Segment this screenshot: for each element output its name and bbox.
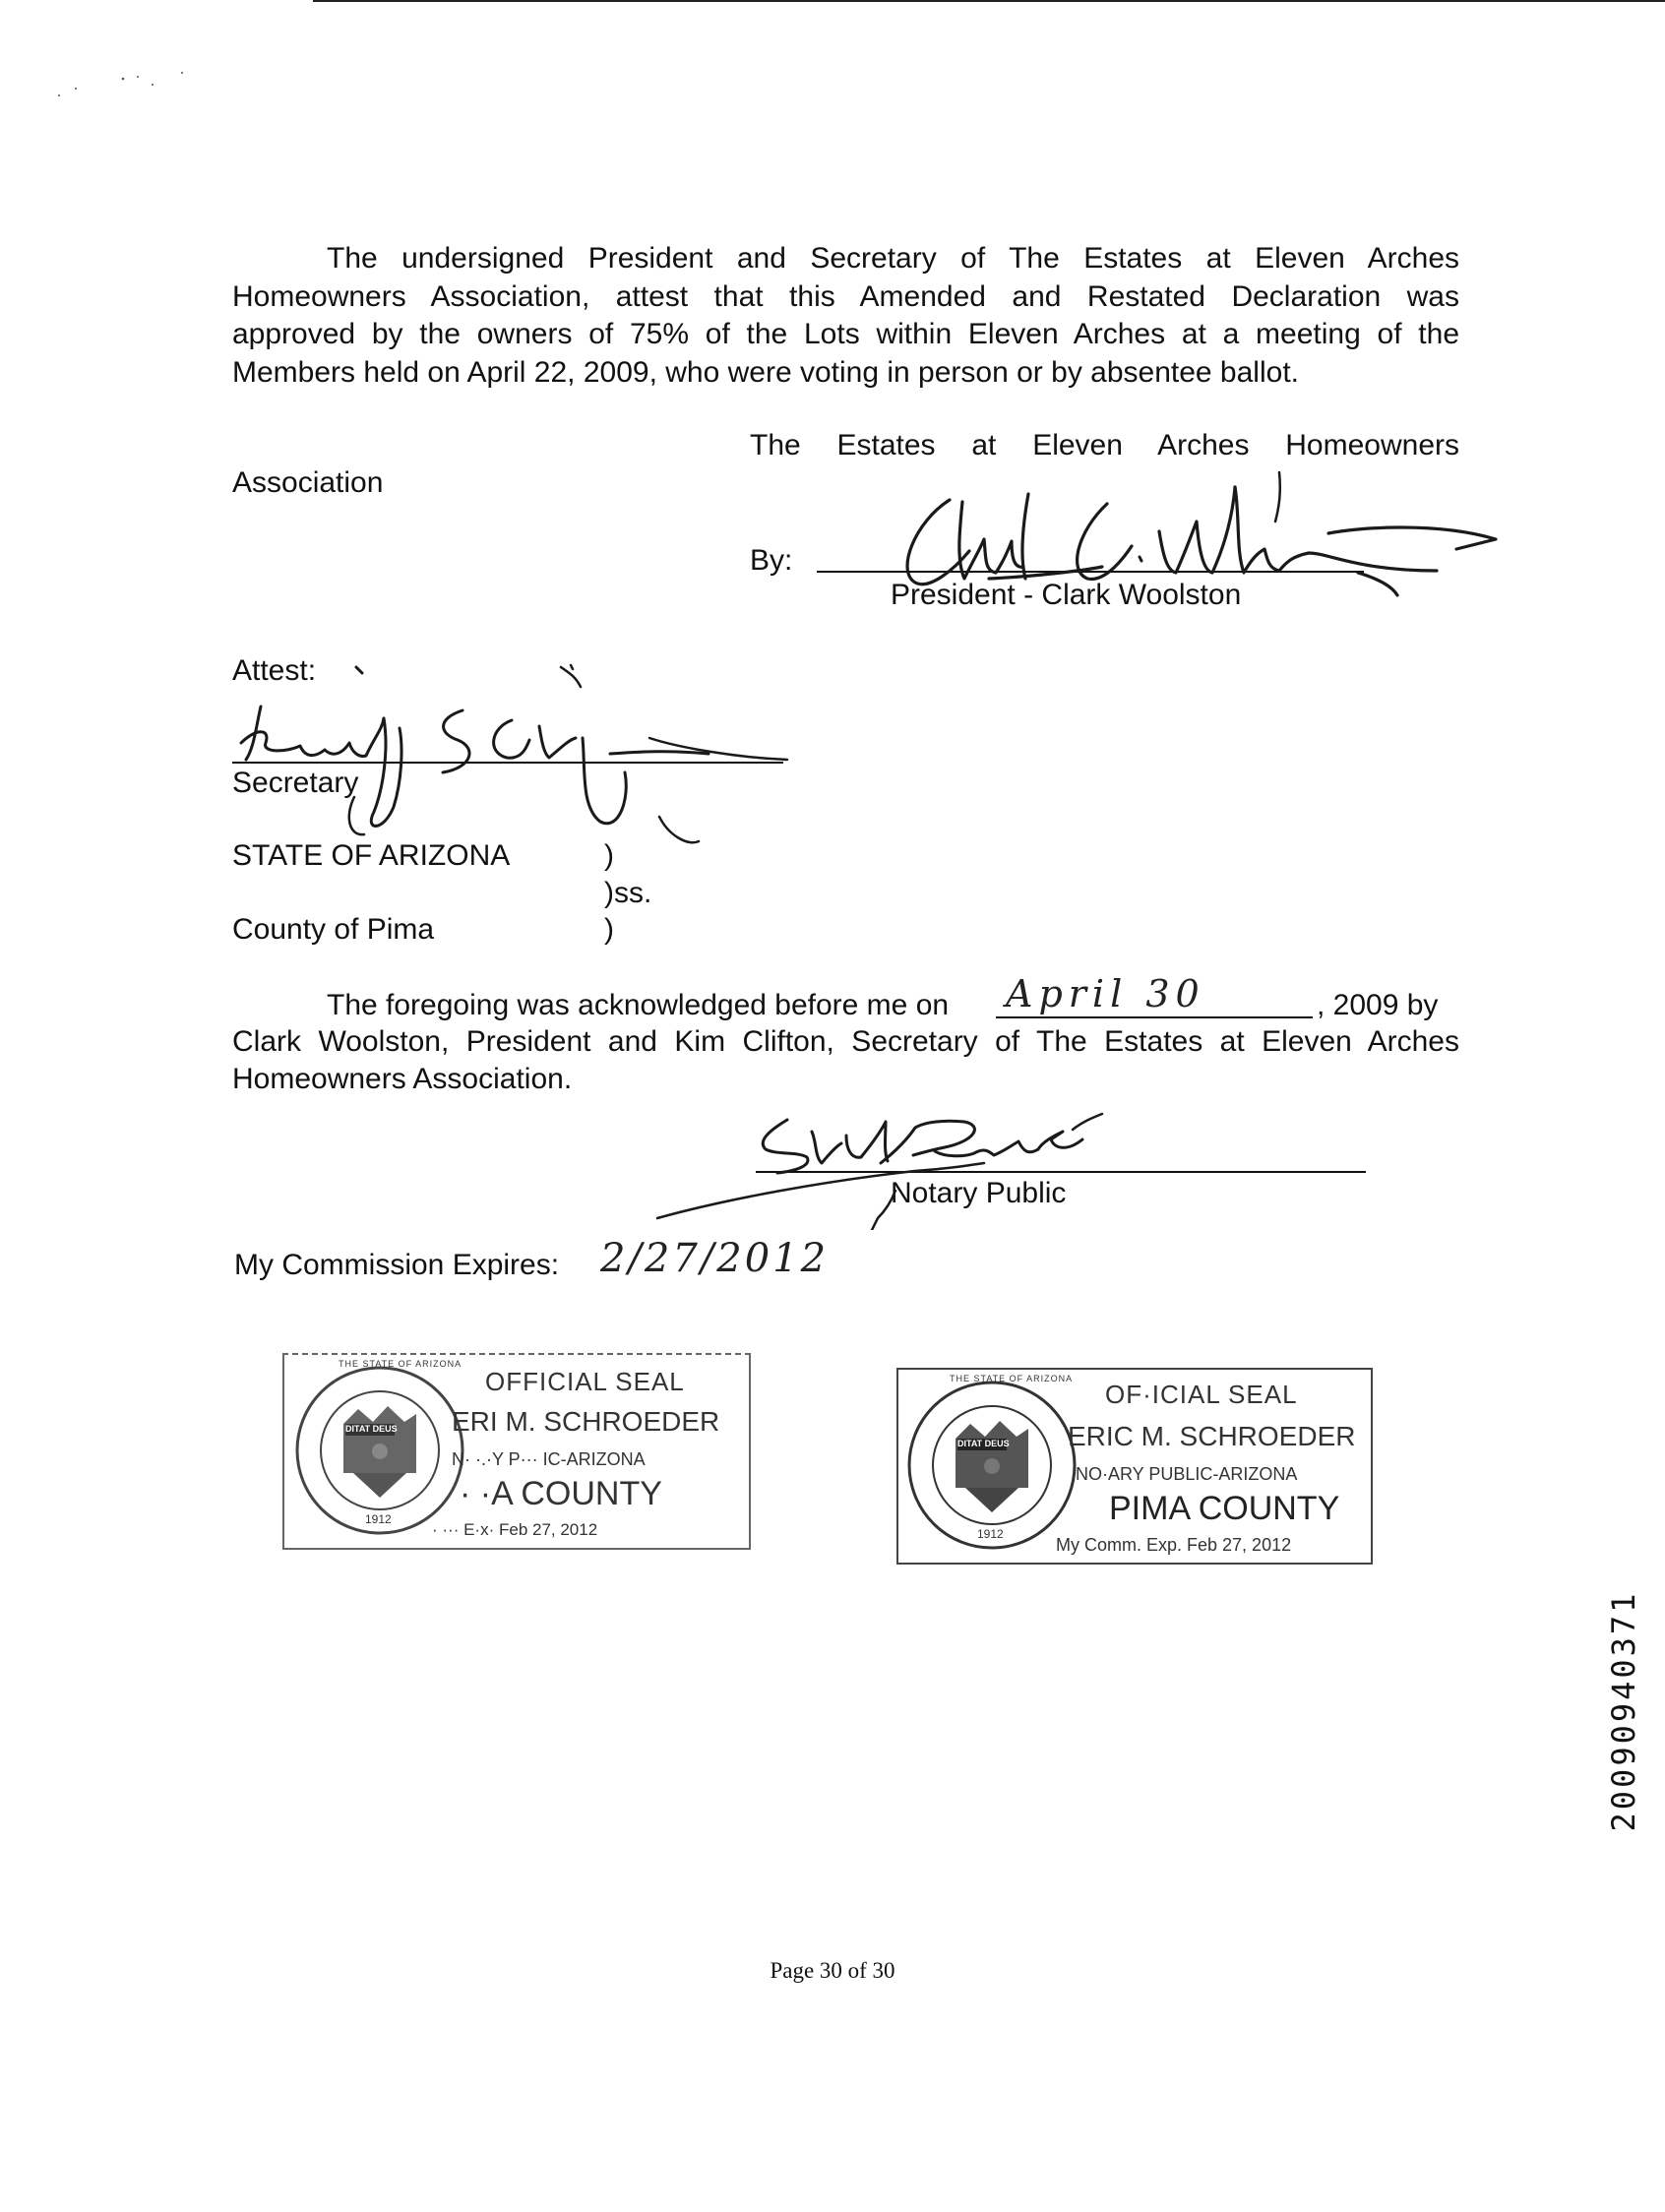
seal-emblem-top-text: THE STATE OF ARIZONA xyxy=(339,1359,462,1369)
attest-label: Attest: xyxy=(232,654,317,687)
attestation-paragraph xyxy=(232,240,1459,392)
venue-state: STATE OF ARIZONA xyxy=(232,839,511,872)
president-caption: President - Clark Woolston xyxy=(891,579,1242,611)
acknowledgment-handwritten-date: April 30 xyxy=(1006,972,1205,1015)
commission-label: My Commission Expires: xyxy=(234,1249,560,1281)
notary-caption: Notary Public xyxy=(891,1177,1067,1209)
seal-title: OF·ICIAL SEAL xyxy=(1105,1380,1298,1409)
page-number: Page 30 of 30 xyxy=(770,1958,895,1983)
venue-paren-top: ) xyxy=(604,839,614,872)
acknowledgment-year-by: , 2009 by xyxy=(1317,989,1439,1021)
seal-emblem-top-text: THE STATE OF ARIZONA xyxy=(950,1374,1074,1383)
commission-handwritten-date: 2/27/2012 xyxy=(600,1236,830,1281)
secretary-signature xyxy=(226,659,797,856)
attestation-line: approved by the owners of 75% of the Lots within Eleven Arches at a meeting of the xyxy=(232,318,1459,350)
seal-notary-line3: N· ·.·Y P··· IC-ARIZONA xyxy=(452,1449,646,1469)
association-name-line1: The Estates at Eleven Arches Homeowners xyxy=(750,429,1459,461)
venue-paren-bottom: ) xyxy=(604,913,614,946)
seal-county: · ·A COUNTY xyxy=(460,1475,662,1512)
arizona-state-seal-emblem xyxy=(906,1380,1078,1551)
by-label: By: xyxy=(750,544,793,577)
official-seal-stamp xyxy=(282,1353,751,1550)
acknowledgment-lead: The foregoing was acknowledged before me on xyxy=(327,989,950,1021)
seal-expiry: My Comm. Exp. Feb 27, 2012 xyxy=(1056,1535,1292,1555)
acknowledgment-line2: Clark Woolston, President and Kim Clifton, Secretary of The Estates at Eleven Arches xyxy=(232,1025,1459,1058)
notary-signature xyxy=(649,1092,1161,1230)
seal-notary-name: ERI M. SCHROEDER xyxy=(452,1406,720,1437)
association-name-line2: Association xyxy=(232,466,384,499)
acknowledgment-line3: Homeowners Association. xyxy=(232,1063,573,1095)
seal-notary-line3: NO·ARY PUBLIC-ARIZONA xyxy=(1076,1464,1298,1484)
president-signature xyxy=(846,462,1506,610)
seal-notary-name: ERIC M. SCHROEDER xyxy=(1068,1421,1356,1451)
seal-emblem-motto: DITAT DEUS xyxy=(345,1424,398,1434)
venue-county: County of Pima xyxy=(232,913,435,946)
seal-emblem-year: 1912 xyxy=(365,1512,392,1526)
seal-emblem-year: 1912 xyxy=(977,1527,1004,1541)
attestation-line: Members held on April 22, 2009, who were voting in person or by absentee ballot. xyxy=(232,355,1299,389)
seal-expiry: · ··· E·x· Feb 27, 2012 xyxy=(432,1520,598,1539)
seal-emblem-motto: DITAT DEUS xyxy=(957,1439,1010,1448)
scan-top-border xyxy=(313,0,1665,2)
acknowledgment-date-line xyxy=(996,1016,1313,1018)
attestation-line: Homeowners Association, attest that this Amended and Restated Declaration was xyxy=(232,279,1459,313)
secretary-caption: Secretary xyxy=(232,767,359,799)
seal-county: PIMA COUNTY xyxy=(1109,1490,1340,1527)
seal-title: OFFICIAL SEAL xyxy=(485,1367,685,1396)
recording-number-text: 20090940371 xyxy=(1605,1590,1642,1832)
scan-specks xyxy=(54,71,192,100)
official-seal-stamp xyxy=(896,1368,1373,1565)
arizona-state-seal-emblem xyxy=(294,1365,465,1536)
venue-ss: )ss. xyxy=(604,877,652,909)
recording-number xyxy=(1594,1574,1653,1850)
attestation-line: The undersigned President and Secretary of The Estates at Eleven Arches xyxy=(327,242,1459,275)
